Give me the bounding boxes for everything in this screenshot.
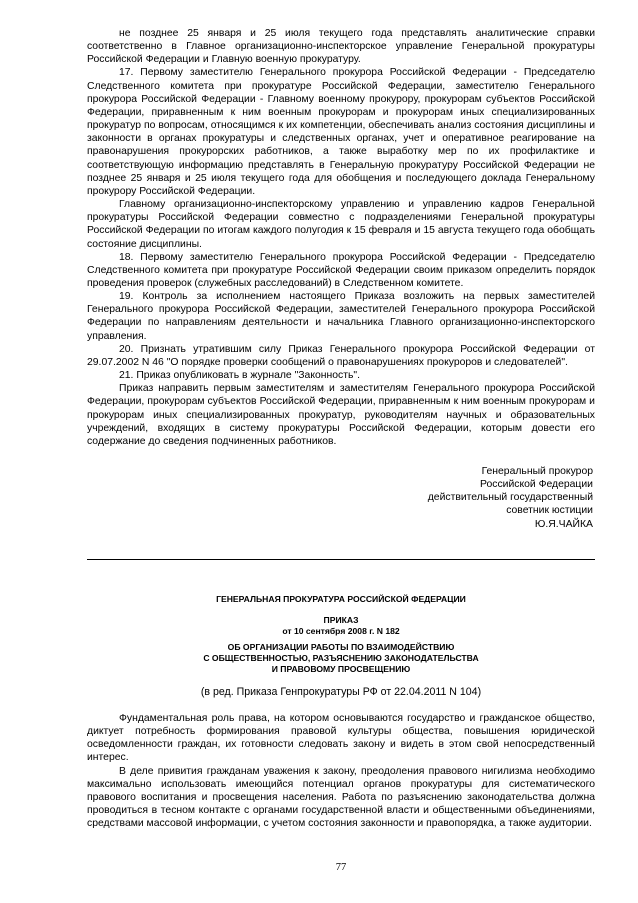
previous-order-text: [87, 27, 595, 448]
order-type-heading: ПРИКАЗ: [323, 615, 359, 625]
order-title-line: И ПРАВОВОМУ ПРОСВЕЩЕНИЮ: [271, 664, 411, 674]
signature-line: действительный государственный: [427, 492, 593, 504]
paragraph-16-continued: не позднее 25 января и 25 июля текущего года представлять аналитические справки соответственно в Главное организационно-инспекторское управление Генеральной прокуратуры Российской Федерации и Главную военную прокуратуру.: [87, 28, 595, 66]
intro-paragraph: Фундаментальная роль права, на котором основываются государство и гражданское общество, диктует потребность формирования правовой культуры общества, повышения юридической осведомленности граждан, их готовности следовать закону и видеть в этом свой непосредственный интерес.: [87, 713, 595, 764]
paragraph-18: 18. Первому заместителю Генерального прокурора Российской Федерации - Председателю Следственного комитета при прокуратуре Российской Федерации своим приказом определить порядок проведения проверок (служебных расследований) в Следственном комитете.: [87, 251, 595, 289]
org-heading: ГЕНЕРАЛЬНАЯ ПРОКУРАТУРА РОССИЙСКОЙ ФЕДЕРАЦИИ: [216, 594, 466, 604]
paragraph-21: 21. Приказ опубликовать в журнале "Законность".: [119, 370, 360, 382]
paragraph-20: 20. Признать утратившим силу Приказ Генерального прокурора Российской Федерации от 29.07.2002 N 46 "О порядке проверки сообщений о правонарушениях прокуроров и следователей".: [87, 343, 595, 368]
signature-name: Ю.Я.ЧАЙКА: [534, 518, 593, 530]
paragraph-17: 17. Первому заместителю Генерального прокурора Российской Федерации - Председателю Следственного комитета при прокуратуре Российской Федерации, заместителю Генерального прокурора Российской Федерации - Главному военному прокурору, прокурорам субъектов Российской Федерации, приравненным к ним военным прокурорам и прокурорам иных специализированных прокуратур по вопросам, относящимся к их компетенции, обеспечивать анализ состояния дисциплины и законности в органах прокуратуры и следственных органах, учет и оперативное реагирование на правонарушения прокурорских работников, а также выработку мер по их профилактике и соответствующую информацию представлять в Генеральную прокуратуру Российской Федерации не позднее 25 января и 25 июля текущего года для обобщения и последующего доклада Генеральному прокурору Российской Федерации.: [87, 67, 595, 197]
signature-line: Генеральный прокурор: [481, 466, 593, 477]
section-divider: [87, 559, 595, 560]
order-title-line: С ОБЩЕСТВЕННОСТЬЮ, РАЗЪЯСНЕНИЮ ЗАКОНОДАТЕЛЬСТВА: [203, 653, 479, 663]
page-number: 77: [335, 862, 347, 873]
paragraph-distribution: Приказ направить первым заместителям и заместителям Генерального прокурора Российской Федерации, прокурорам субъектов Российской Федерации, приравненным к ним военным прокурорам и прокурорам иных специализированных прокуратур, руководителям научных и образовательных учреждений, входящих в систему прокуратуры Российской Федерации, которым довести его содержание до сведения подчиненных работников.: [87, 383, 595, 447]
paragraph-19: 19. Контроль за исполнением настоящего Приказа возложить на первых заместителей Генерального прокурора Российской Федерации, заместителей Генерального прокурора Российской Федерации по направлениям деятельности и начальника Главного организационно-инспекторского управления.: [87, 291, 595, 342]
signature-line: советник юстиции: [506, 505, 593, 517]
edition-note: (в ред. Приказа Генпрокуратуры РФ от 22.04.2011 N 104): [200, 686, 482, 698]
new-order-text: [87, 712, 595, 830]
order-title-line: ОБ ОРГАНИЗАЦИИ РАБОТЫ ПО ВЗАИМОДЕЙСТВИЮ: [227, 642, 455, 652]
signature-line: Российской Федерации: [480, 479, 593, 491]
signature-block: [87, 465, 593, 531]
order-date: от 10 сентября 2008 г. N 182: [282, 626, 400, 636]
intro-paragraph: В деле привития гражданам уважения к закону, преодоления правового нигилизма необходимо максимально использовать имеющийся потенциал органов прокуратуры для систематического правового воспитания и просвещения населения. Работа по разъяснению законодательства должна проводиться в тесном контакте с органами государственной власти и общественными объединениями, средствами массовой информации, с учетом состояния законности и правопорядка, а также аудитории.: [87, 765, 595, 830]
paragraph-17-second: Главному организационно-инспекторскому управлению и управлению кадров Генеральной прокуратуры Российской Федерации совместно с подразделениями Генеральной прокуратуры Российской Федерации по итогам каждого полугодия к 15 февраля и 15 августа текущего года обобщать состояние дисциплины.: [87, 199, 595, 250]
